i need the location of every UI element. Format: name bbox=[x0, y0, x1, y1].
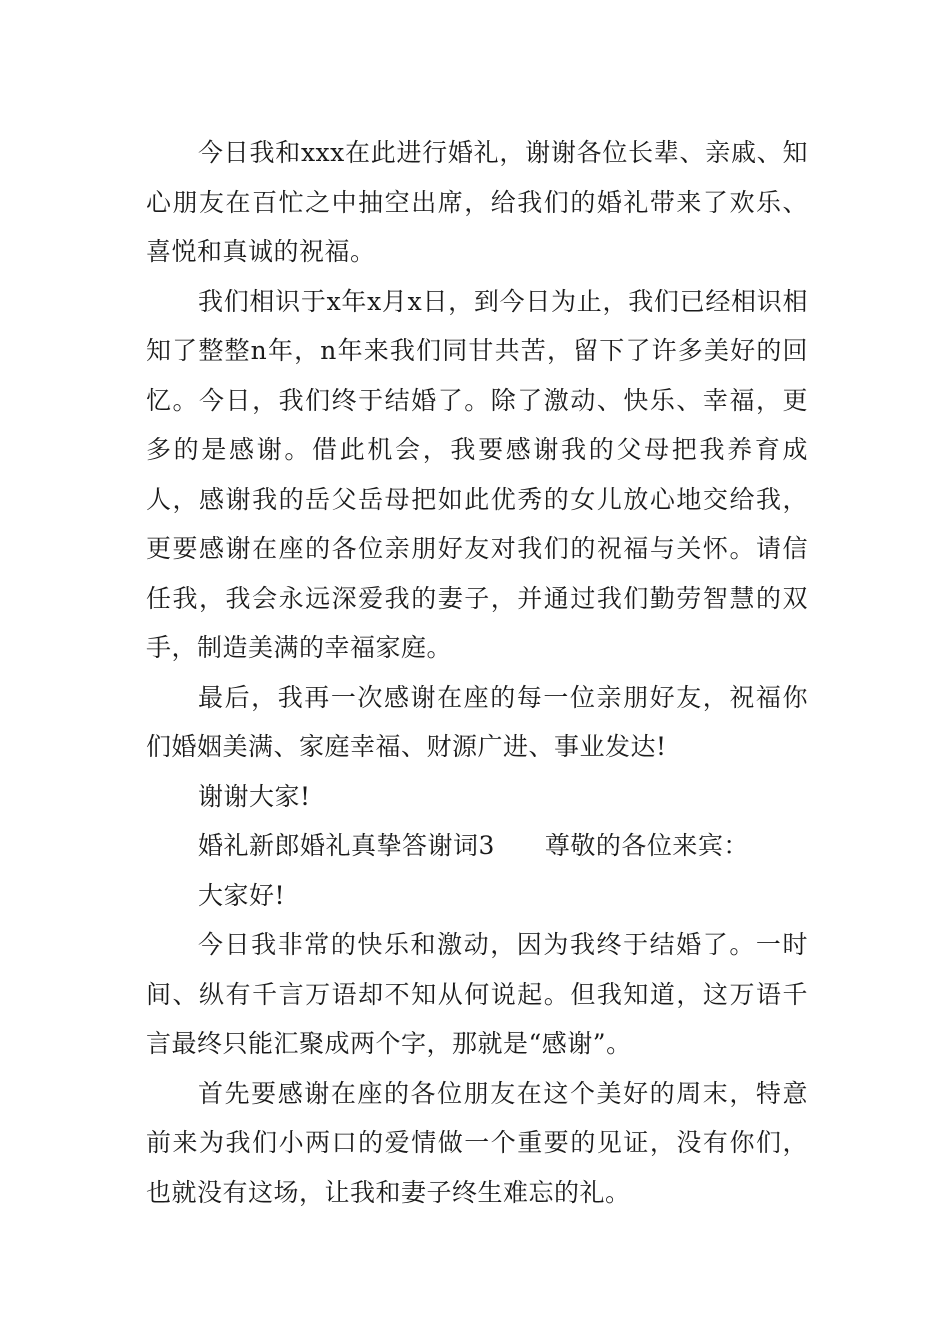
paragraph-1: 今日我和xxx在此进行婚礼，谢谢各位长辈、亲戚、知心朋友在百忙之中抽空出席，给我们的婚礼带来了欢乐、喜悦和真诚的祝福。 bbox=[146, 138, 808, 266]
greeting: 大家好! bbox=[198, 880, 286, 910]
paragraph-4: 今日我非常的快乐和激动，因为我终于结婚了。一时间、纵有千言万语却不知从何说起。但我知道，这万语千言最终只能汇聚成两个字，那就是“感谢”。 bbox=[146, 930, 808, 1058]
paragraph-2: 我们相识于x年x月x日，到今日为止，我们已经相识相知了整整n年，n年来我们同甘共苦，留下了许多美好的回忆。今日，我们终于结婚了。除了激动、快乐、幸福，更多的是感谢。借此机会，我要感谢我的父母把我养育成人，感谢我的岳父岳母把如此优秀的女儿放心地交给我，更要感谢在座的各位亲朋好友对我们的祝福与关怀。请信任我，我会永远深爱我的妻子，并通过我们勤劳智慧的双手，制造美满的幸福家庭。 bbox=[146, 286, 808, 662]
paragraph-thanks: 谢谢大家! bbox=[198, 781, 311, 811]
paragraph-5: 首先要感谢在座的各位朋友在这个美好的周末，特意前来为我们小两口的爱情做一个重要的见证，没有你们，也就没有这场，让我和妻子终生难忘的礼。 bbox=[146, 1078, 808, 1207]
document-body bbox=[146, 128, 808, 1217]
salutation: 尊敬的各位来宾： bbox=[544, 831, 749, 860]
paragraph-3: 最后，我再一次感谢在座的每一位亲朋好友，祝福你们婚姻美满、家庭幸福、财源广进、事业发达! bbox=[146, 682, 808, 761]
section-heading-line bbox=[146, 821, 808, 871]
section-title: 婚礼新郎婚礼真挚答谢词3 bbox=[198, 831, 495, 860]
